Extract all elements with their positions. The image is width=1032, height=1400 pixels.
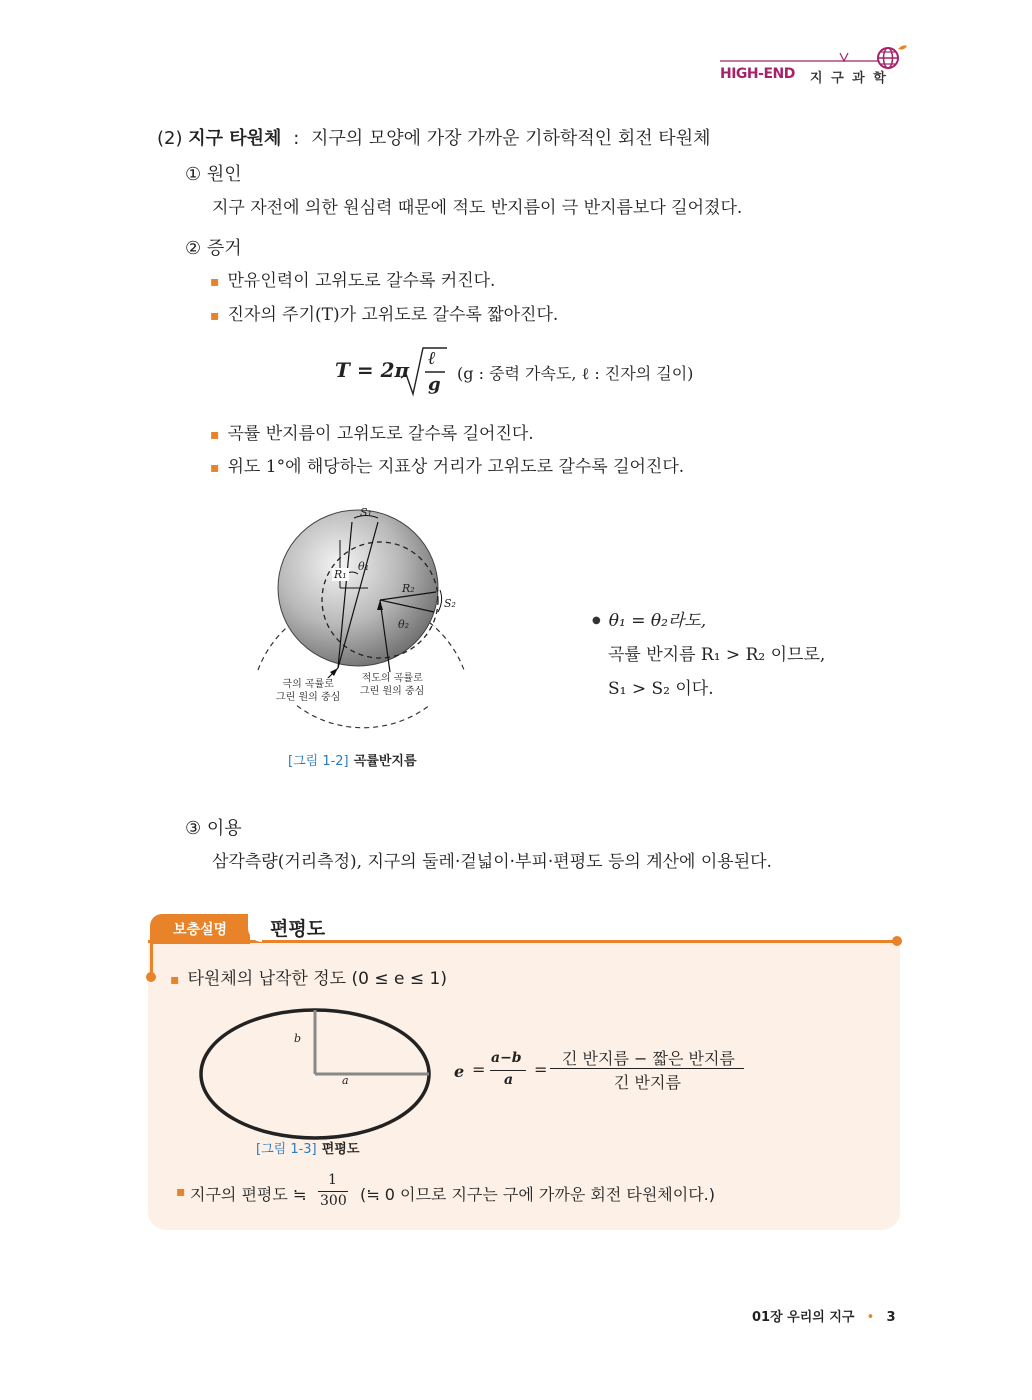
earth-flattening-note: (≒ 0 이므로 지구는 구에 가까운 회전 타원체이다.) (360, 1185, 715, 1204)
bullet-dot: ● (592, 615, 601, 626)
bullet-dot: ▪ (210, 460, 220, 476)
evidence-bullet-text: 위도 1°에 해당하는 지표상 거리가 고위도로 갈수록 길어진다. (227, 457, 685, 477)
formula-e: e (454, 1062, 465, 1081)
earth-flattening-label: 지구의 편평도 ≒ (190, 1185, 307, 1204)
evidence-bullet (210, 300, 558, 325)
formula-fraction-bar (490, 1070, 526, 1071)
bullet-dot: ▪ (170, 972, 180, 988)
figure1-caption-number: [그림 1-2] (288, 754, 349, 769)
label-equator-center-line1: 적도의 곡률로 (361, 673, 423, 684)
evidence-bullet (210, 452, 684, 477)
evidence-bullet-text: 곡률 반지름이 고위도로 갈수록 길어진다. (227, 424, 534, 444)
formula-numerator: a−b (491, 1050, 522, 1066)
evidence-bullet-text: 진자의 주기(T)가 고위도로 갈수록 짧아진다. (227, 305, 559, 325)
cause-text: 지구 자전에 의한 원심력 때문에 적도 반지름이 극 반지름보다 길어졌다. (212, 198, 743, 218)
supplement-tag: 보충설명 (150, 914, 250, 944)
pendulum-formula (335, 344, 755, 400)
note-line-1 (592, 604, 825, 638)
earth-flattening-denominator: 300 (320, 1193, 347, 1209)
earth-flattening-bar (318, 1191, 348, 1192)
bullet-dot: ▪ (210, 274, 220, 290)
evidence-heading: ② 증거 (185, 238, 242, 259)
label-pole-center (276, 678, 340, 704)
bullet-dot: ▪ (176, 1184, 186, 1200)
earth-flattening-numerator: 1 (328, 1172, 337, 1188)
label-r1: R₁ (334, 568, 347, 581)
label-theta2: θ₂ (398, 618, 410, 631)
evidence-bullet (210, 419, 534, 444)
supplement-bullet (170, 964, 447, 989)
supplement-tag-notch (248, 914, 262, 942)
usage-text: 삼각측량(거리측정), 지구의 둘레·겉넓이·부피·편평도 등의 계산에 이용된다. (212, 852, 772, 872)
usage-heading: ③ 이용 (185, 818, 242, 839)
figure-curvature-radius (250, 500, 480, 780)
supplement-rule-dot-right (892, 936, 902, 946)
figure2-caption (256, 1138, 359, 1157)
label-r2: R₂ (402, 582, 415, 595)
formula-equals-2: = (534, 1060, 548, 1079)
section-definition: 지구의 모양에 가장 가까운 기하학적인 회전 타원체 (311, 128, 711, 149)
page-header (720, 40, 920, 86)
flattening-formula (454, 1050, 754, 1100)
sqrt-sign (399, 344, 449, 400)
section-heading: 지구 타원체 (188, 128, 282, 149)
formula-equals: = (472, 1060, 486, 1079)
flattening-ellipse (196, 1006, 436, 1142)
cause-heading: ① 원인 (185, 164, 242, 185)
formula-numerator: ℓ (428, 348, 436, 369)
section-separator: : (293, 128, 300, 149)
formula-denominator: a (504, 1072, 514, 1088)
section-number: (2) (157, 128, 183, 149)
evidence-bullet-text: 만유인력이 고위도로 갈수록 커진다. (227, 271, 496, 291)
footer-dot: • (866, 1310, 875, 1325)
supplement-bullet (176, 1172, 876, 1218)
ellipse-label-b: b (294, 1032, 302, 1045)
figure2-caption-text: 편평도 (321, 1142, 360, 1157)
figure1-caption-text: 곡률반지름 (353, 754, 417, 769)
formula-fraction-bar-2 (550, 1068, 744, 1069)
supplement-left-rail (150, 942, 153, 974)
label-theta1: θ₁ (358, 560, 370, 573)
label-equator-center (360, 672, 424, 698)
label-s2: S₂ (444, 597, 456, 610)
formula-denominator-words: 긴 반지름 (614, 1073, 681, 1092)
formula-note: (g : 중력 가속도, ℓ : 진자의 길이) (457, 364, 694, 383)
formula-denominator: g (428, 374, 441, 395)
supplement-title: 편평도 (270, 918, 326, 940)
bullet-dot: ▪ (210, 427, 220, 443)
section-title (157, 124, 710, 150)
label-pole-center-line2: 그린 원의 중심 (276, 692, 341, 703)
label-equator-center-line2: 그린 원의 중심 (360, 686, 425, 697)
figure2-caption-number: [그림 1-3] (256, 1142, 317, 1157)
bullet-dot: ▪ (210, 308, 220, 324)
supplement-bullet-text: 타원체의 납작한 정도 (0 ≤ e ≤ 1) (187, 969, 447, 989)
header-subject: 지 구 과 학 (810, 71, 888, 86)
note-line-3: S₁ > S₂ 이다. (608, 679, 714, 699)
figure1-caption (288, 750, 417, 769)
header-brand: HIGH-END (720, 66, 795, 82)
label-s1: S₁ (360, 506, 372, 519)
evidence-bullet (210, 266, 495, 291)
formula-numerator-words: 긴 반지름 − 짧은 반지름 (562, 1049, 735, 1068)
label-pole-center-line1: 극의 곡률로 (282, 679, 334, 690)
curvature-note (592, 604, 825, 706)
supplement-box (148, 912, 900, 1230)
curvature-diagram (250, 500, 480, 740)
page-footer (752, 1306, 896, 1325)
formula-lhs: T = 2π (335, 358, 410, 382)
ellipse-label-a: a (342, 1074, 349, 1087)
note-line-2: 곡률 반지름 R₁ > R₂ 이므로, (608, 645, 826, 665)
note-line-1-text: θ₁ = θ₂라도, (608, 611, 707, 631)
footer-chapter: 01장 우리의 지구 (752, 1310, 855, 1325)
footer-page-number: 3 (886, 1310, 896, 1325)
